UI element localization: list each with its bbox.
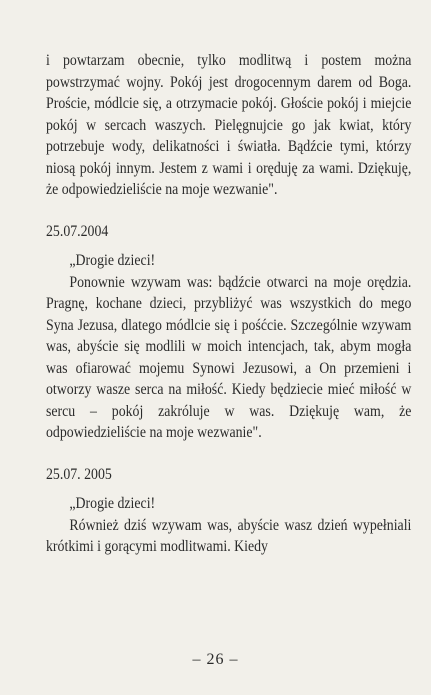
page-text	[46, 50, 411, 558]
message-greeting: „Drogie dzieci!	[69, 252, 156, 269]
paragraph-continued: i powtarzam obecnie, tylko modlitwą i postem można powstrzymać wojny. Pokój jest drogocennym darem od Boga. Proście, módlcie się, a otrzymacie pokój. Głoście pokój i miejcie pokój w sercach waszych. Pielęgnujcie go jak kwiat, który potrzebuje wody, delikatności i światła. Bądźcie tymi, którzy niosą pokój innym. Jestem z wami i oręduję za wami. Dziękuję, że odpowiedzieliście na moje wezwanie".	[46, 52, 412, 198]
message-date: 25.07. 2005	[46, 465, 112, 483]
message-greeting: „Drogie dzieci!	[69, 495, 156, 512]
message-body: Również dziś wzywam was, abyście wasz dzień wypełniali krótkimi i gorącymi modlitwami. Kiedy	[46, 516, 412, 555]
message-body: Ponownie wzywam was: bądźcie otwarci na moje orędzia. Pragnę, kochane dzieci, przybliżyć was wszystkich do mego Syna Jezusa, dlatego módlcie się i pośćcie. Szczególnie wzywam was, abyście się modlili w moich intencjach, tak, abym mogła was ofiarować mojemu Synowi Jezusowi, a On przemieni i otworzy wasze serca na miłość. Kiedy będziecie mieć miłość w sercu – pokój zakróluje w was. Dziękuję wam, że odpowiedzieliście na moje wezwanie".	[46, 273, 412, 441]
message-date: 25.07.2004	[46, 222, 109, 240]
page-number: – 26 –	[192, 651, 239, 668]
